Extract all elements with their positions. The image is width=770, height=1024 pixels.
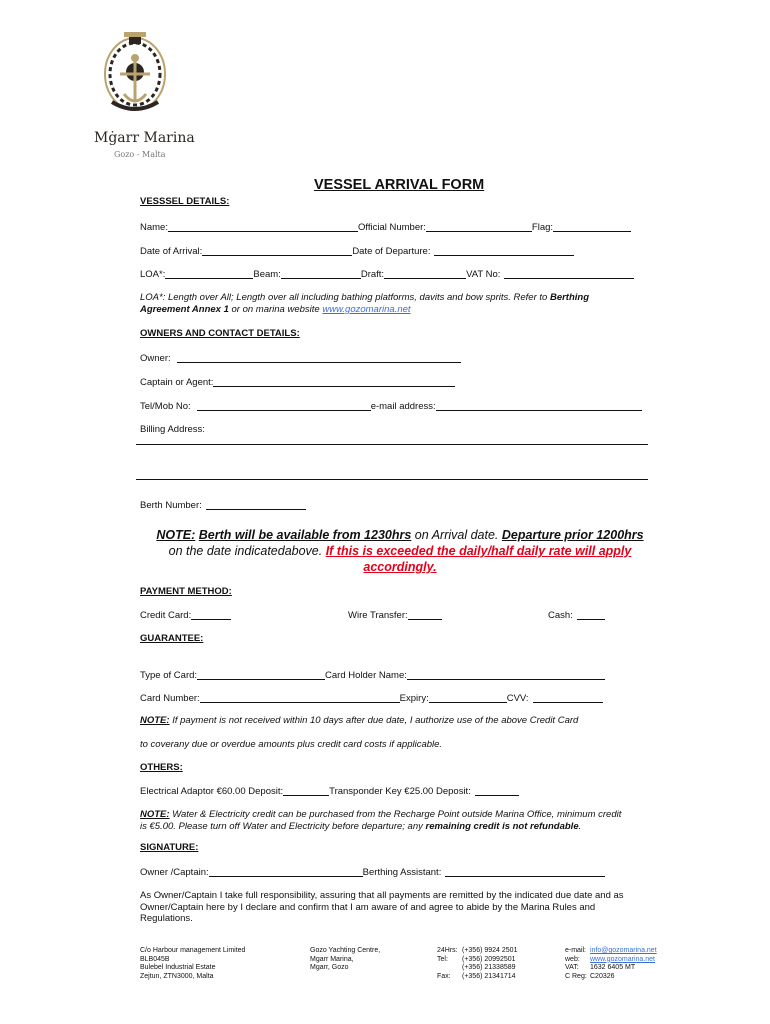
draft-label: Draft: [360, 269, 385, 280]
berth-field[interactable] [206, 499, 306, 510]
adaptor-deposit-label: Electrical Adaptor €60.00 Deposit: [140, 786, 284, 797]
wire-transfer-field[interactable] [408, 609, 442, 620]
credit-card-label: Credit Card: [140, 610, 192, 621]
guarantee-note: NOTE: If payment is not received within 10 days after due date, I authorize use of the above Credit Card [140, 715, 579, 726]
cash-field[interactable] [577, 609, 605, 620]
email-label: e-mail address: [370, 401, 436, 412]
expiry-label: Expiry: [399, 693, 429, 704]
loa-label: LOA*: [140, 269, 166, 280]
vessel-row-2 [140, 245, 574, 257]
card-number-row [140, 692, 603, 704]
others-heading: OTHERS: [140, 762, 183, 773]
owners-heading: OWNERS AND CONTACT DETAILS: [140, 328, 300, 339]
cvv-field[interactable] [533, 692, 603, 703]
footer-email-link[interactable]: info@gozomarina.net [590, 947, 657, 954]
tel-row [140, 400, 642, 412]
vessel-row-3 [140, 268, 634, 280]
email-field[interactable] [436, 400, 642, 411]
card-number-field[interactable] [200, 692, 400, 703]
vat-label: VAT No: [466, 269, 501, 280]
billing-label: Billing Address: [140, 424, 205, 435]
beam-field[interactable] [281, 268, 361, 279]
billing-line-2[interactable] [136, 479, 648, 480]
card-type-label: Type of Card: [140, 670, 198, 681]
billing-line-1[interactable] [136, 444, 648, 445]
credit-card-field[interactable] [191, 609, 231, 620]
marina-logo [90, 32, 200, 162]
footer-web-link[interactable]: www.gozomarina.net [590, 955, 655, 963]
utilities-note: NOTE: Water & Electricity credit can be purchased from the Recharge Point outside Marina Office, minimum credit is €5.00. Please turn off Water and Electricity before departure; any remaining credit is not refundable. [140, 809, 622, 832]
beam-label: Beam: [253, 269, 281, 280]
name-label: Name: [140, 222, 168, 233]
signature-row [140, 866, 605, 878]
cash-label: Cash: [548, 610, 573, 621]
cash-option [548, 609, 605, 621]
transponder-deposit-label: Transponder Key €25.00 Deposit: [329, 786, 471, 797]
captain-row [140, 376, 455, 388]
payment-heading: PAYMENT METHOD: [140, 586, 232, 597]
footer-contact-values: info@gozomarina.net www.gozomarina.net 1632 6405 MT C20326 [590, 947, 657, 980]
card-type-row [140, 669, 605, 681]
signature-heading: SIGNATURE: [140, 842, 199, 853]
vat-field[interactable] [504, 268, 634, 279]
card-number-label: Card Number: [140, 693, 200, 704]
owner-label: Owner: [140, 353, 171, 364]
arrival-date-label: Date of Arrival: [140, 246, 203, 257]
marina-location: Gozo - Malta [114, 150, 166, 159]
anchor-crest-icon [98, 32, 172, 120]
owner-captain-signature-label: Owner /Captain: [140, 867, 209, 878]
expiry-field[interactable] [429, 692, 507, 703]
draft-field[interactable] [384, 268, 466, 279]
vessel-row-1 [140, 221, 631, 233]
owner-field[interactable] [177, 352, 461, 363]
loa-field[interactable] [165, 268, 253, 279]
marina-name: Mġarr Marina [94, 130, 195, 146]
tel-label: Tel/Mob No: [140, 401, 191, 412]
footer-phone-values: (+356) 9924 2501 (+356) 20992501 (+356) 21338589 (+356) 21341714 [462, 947, 518, 980]
departure-date-label: Date of Departure: [352, 246, 431, 257]
captain-label: Captain or Agent: [140, 377, 214, 388]
berthing-assistant-label: Berthing Assistant: [362, 867, 442, 878]
form-title: VESSEL ARRIVAL FORM [314, 177, 485, 193]
card-type-field[interactable] [197, 669, 325, 680]
berth-row [140, 499, 306, 511]
captain-field[interactable] [213, 376, 455, 387]
tel-field[interactable] [197, 400, 371, 411]
berthing-assistant-field[interactable] [445, 866, 605, 877]
departure-date-field[interactable] [434, 245, 574, 256]
credit-card-option [140, 609, 231, 621]
owner-captain-signature-field[interactable] [209, 866, 363, 877]
card-holder-label: Card Holder Name: [325, 670, 407, 681]
cvv-label: CVV: [506, 693, 529, 704]
berth-notice: NOTE: Berth will be available from 1230hrs on Arrival date. Departure prior 1200hrs on the date indicatedabove. If this is exceeded the daily/half daily rate will apply accordingly. [156, 528, 644, 574]
footer-location: Gozo Yachting Centre, Mgarr Marina, Mgarr, Gozo [310, 947, 381, 972]
berth-label: Berth Number: [140, 500, 202, 511]
card-holder-field[interactable] [407, 669, 605, 680]
owner-row [140, 352, 461, 364]
adaptor-deposit-field[interactable] [283, 785, 329, 796]
transponder-deposit-field[interactable] [475, 785, 519, 796]
vessel-name-field[interactable] [168, 221, 358, 232]
arrival-date-field[interactable] [202, 245, 352, 256]
footer-address: C/o Harbour management Limited BLB045B Bulebel Industrial Estate Zejtun, ZTN3000, Malta [140, 947, 246, 980]
wire-transfer-label: Wire Transfer: [348, 610, 408, 621]
guarantee-heading: GUARANTEE: [140, 633, 204, 644]
official-number-label: Official Number: [357, 222, 426, 233]
footer-phone-labels: 24Hrs: Tel: Fax: [437, 947, 458, 980]
official-number-field[interactable] [426, 221, 532, 232]
deposits-row [140, 785, 519, 797]
flag-label: Flag: [531, 222, 554, 233]
declaration-text: As Owner/Captain I take full responsibility, assuring that all payments are remitted by the indicated due date and as Owner/Captain here by I declare and confirm that I am aware of and agree to abide by the Marina Rules and Regulations. [140, 890, 624, 924]
vessel-details-heading: VESSSEL DETAILS: [140, 196, 230, 207]
footer-contact-labels: e-mail: web: VAT: C Reg: [565, 947, 587, 980]
guarantee-note-2: to coverany due or overdue amounts plus credit card costs if applicable. [140, 739, 443, 750]
flag-field[interactable] [553, 221, 631, 232]
marina-website-link[interactable]: www.gozomarina.net [322, 304, 411, 315]
wire-transfer-option [348, 609, 442, 621]
loa-note: LOA*: Length over All; Length over all including bathing platforms, davits and bow sprits. Refer to Berthing Agreement Annex 1 or on marina website www.gozomarina.net [140, 292, 590, 315]
